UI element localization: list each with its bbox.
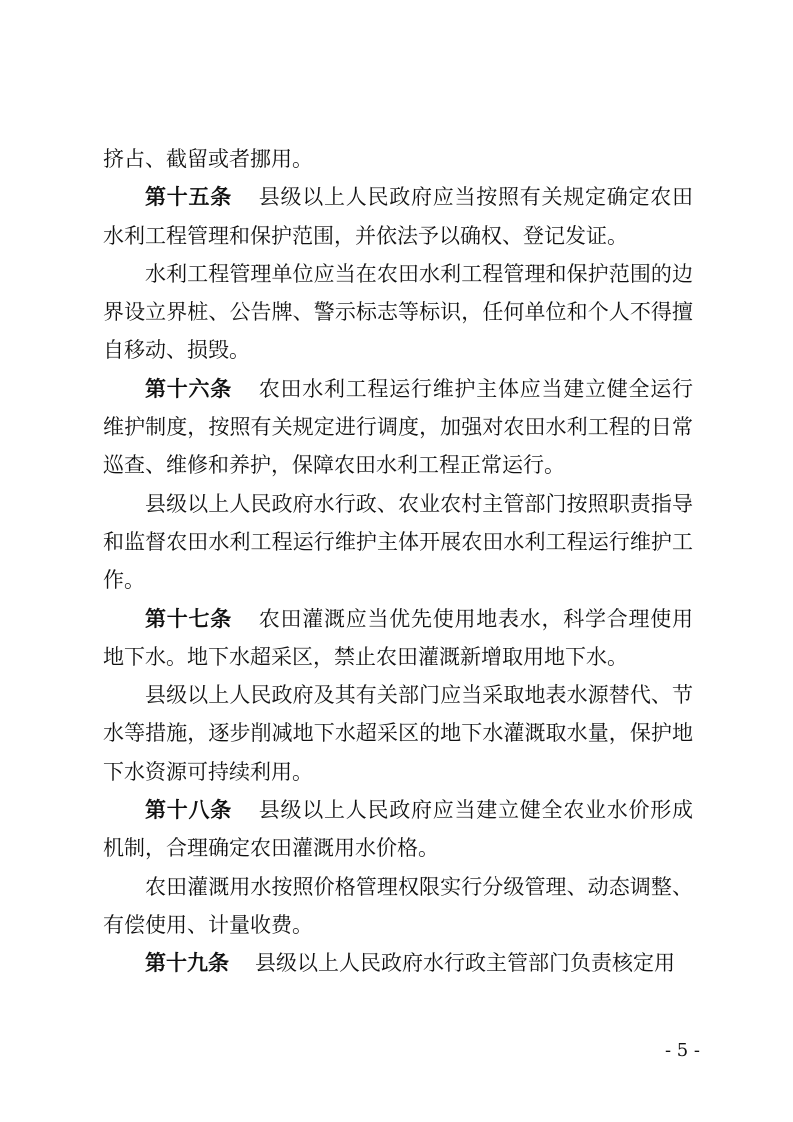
paragraph-text: 农田灌溉应当优先使用地表水，科学合理使用地下水。地下水超采区，禁止农田灌溉新增取用地下水。 [103,606,693,669]
paragraph [103,485,693,600]
paragraph-text: 县级以上人民政府应当建立健全农业水价形成机制，合理确定农田灌溉用水价格。 [103,798,693,861]
paragraph [103,140,693,178]
paragraph-text: 农田灌溉用水按照价格管理权限实行分级管理、动态调整、有偿使用、计量收费。 [103,874,693,937]
paragraph-text: 水利工程管理单位应当在农田水利工程管理和保护范围的边界设立界桩、公告牌、警示标志等标识，任何单位和个人不得擅自移动、损毁。 [103,261,693,363]
paragraph [103,868,693,945]
article-paragraph [103,944,693,982]
article-paragraph [103,791,693,868]
article-paragraph [103,178,693,255]
paragraph-text: 农田水利工程运行维护主体应当建立健全运行维护制度，按照有关规定进行调度，加强对农田水利工程的日常巡查、维修和养护，保障农田水利工程正常运行。 [103,376,693,478]
article-number: 第十六条 [145,376,232,401]
article-paragraph [103,600,693,677]
paragraph-text: 县级以上人民政府水行政主管部门负责核定用 [255,951,675,976]
paragraph-text: 挤占、截留或者挪用。 [103,147,313,171]
paragraph [103,255,693,370]
article-number: 第十九条 [145,951,229,976]
document-body [103,140,693,983]
article-number: 第十七条 [145,606,232,631]
paragraph-text: 县级以上人民政府水行政、农业农村主管部门按照职责指导和监督农田水利工程运行维护主体开展农田水利工程运行维护工作。 [103,491,693,593]
article-number: 第十八条 [145,798,232,823]
page-number: - 5 - [664,1040,700,1061]
paragraph [103,676,693,791]
paragraph-text: 县级以上人民政府应当按照有关规定确定农田水利工程管理和保护范围，并依法予以确权、登记发证。 [103,185,693,248]
article-paragraph [103,370,693,485]
paragraph-text: 县级以上人民政府及其有关部门应当采取地表水源替代、节水等措施，逐步削减地下水超采区的地下水灌溉取水量，保护地下水资源可持续利用。 [103,683,693,784]
article-number: 第十五条 [145,185,232,210]
